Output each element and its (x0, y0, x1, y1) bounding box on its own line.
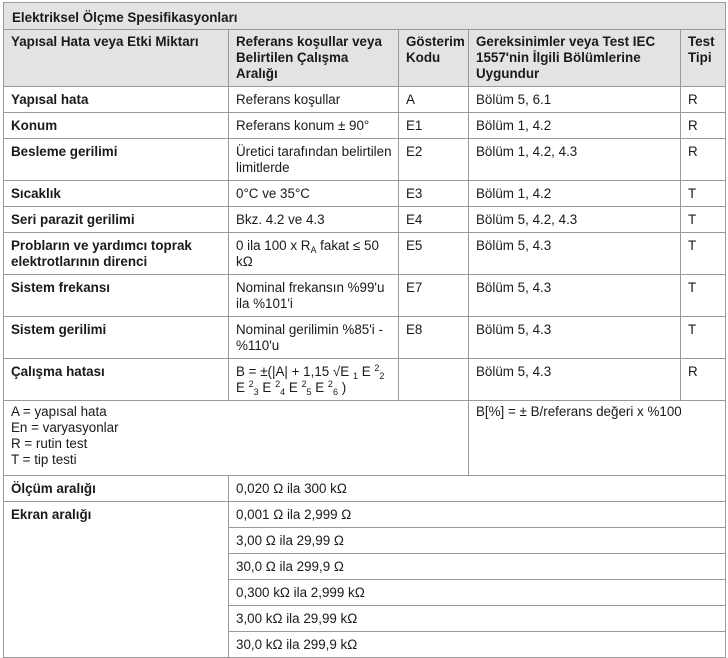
row-test-type: T (681, 317, 726, 359)
table-row (4, 87, 726, 113)
row-code: E4 (399, 207, 469, 233)
table-row (4, 139, 726, 181)
row-condition: Referans koşullar (229, 87, 399, 113)
display-range-row (4, 502, 726, 528)
legend-row (4, 401, 726, 476)
row-test-type: T (681, 275, 726, 317)
table-title: Elektriksel Ölçme Spesifikasyonları (4, 3, 726, 30)
legend-formula: B[%] = ± B/referans değeri x %100 (469, 401, 726, 476)
row-requirement: Bölüm 5, 4.3 (469, 359, 681, 401)
table-row (4, 317, 726, 359)
row-test-type: R (681, 113, 726, 139)
table-row (4, 233, 726, 275)
row-test-type: R (681, 87, 726, 113)
row-name: Probların ve yardımcı toprak elektrotlarının direnci (4, 233, 229, 275)
row-test-type: T (681, 181, 726, 207)
table-row (4, 275, 726, 317)
display-range-value: 0,300 kΩ ila 2,999 kΩ (229, 580, 726, 606)
row-code: A (399, 87, 469, 113)
measurement-range-label: Ölçüm aralığı (4, 476, 229, 502)
row-requirement: Bölüm 1, 4.2, 4.3 (469, 139, 681, 181)
header-reference-conditions: Referans koşullar veya Belirtilen Çalışma Aralığı (229, 30, 399, 87)
row-condition: Referans konum ± 90° (229, 113, 399, 139)
table-row (4, 181, 726, 207)
row-code: E1 (399, 113, 469, 139)
table-row (4, 359, 726, 401)
row-name: Sıcaklık (4, 181, 229, 207)
row-condition: 0°C ve 35°C (229, 181, 399, 207)
row-test-type: R (681, 139, 726, 181)
display-range-value: 3,00 Ω ila 29,99 Ω (229, 528, 726, 554)
measurement-range-value: 0,020 Ω ila 300 kΩ (229, 476, 726, 502)
row-requirement: Bölüm 1, 4.2 (469, 181, 681, 207)
header-test-type: Test Tipi (681, 30, 726, 87)
row-code: E5 (399, 233, 469, 275)
row-requirement: Bölüm 5, 4.3 (469, 233, 681, 275)
row-name: Seri parazit gerilimi (4, 207, 229, 233)
row-test-type: R (681, 359, 726, 401)
display-range-value: 0,001 Ω ila 2,999 Ω (229, 502, 726, 528)
row-code: E7 (399, 275, 469, 317)
row-code: E3 (399, 181, 469, 207)
display-range-label: Ekran aralığı (4, 502, 229, 658)
row-name: Sistem frekansı (4, 275, 229, 317)
measurement-range-row (4, 476, 726, 502)
row-code (399, 359, 469, 401)
legend-item: En = varyasyonlar (11, 420, 119, 435)
legend-item: T = tip testi (11, 452, 77, 467)
header-influence-quantity: Yapısal Hata veya Etki Miktarı (4, 30, 229, 87)
row-test-type: T (681, 207, 726, 233)
row-requirement: Bölüm 5, 4.3 (469, 317, 681, 359)
row-name: Çalışma hatası (4, 359, 229, 401)
row-name: Yapısal hata (4, 87, 229, 113)
legend-item: R = rutin test (11, 436, 88, 451)
row-requirement: Bölüm 1, 4.2 (469, 113, 681, 139)
display-range-value: 3,00 kΩ ila 29,99 kΩ (229, 606, 726, 632)
row-condition: Nominal gerilimin %85'i - %110'u (229, 317, 399, 359)
table-row (4, 113, 726, 139)
row-requirement: Bölüm 5, 4.2, 4.3 (469, 207, 681, 233)
row-code: E8 (399, 317, 469, 359)
row-requirement: Bölüm 5, 4.3 (469, 275, 681, 317)
header-code: Gösterim Kodu (399, 30, 469, 87)
row-name: Sistem gerilimi (4, 317, 229, 359)
row-name: Konum (4, 113, 229, 139)
row-condition-formula: B = ±(|A| + 1,15 √E $_1$ E $^2_2$ E $^2_3$ E $^2_4$ E $^2_5$ E $^2_6$ ) (229, 359, 399, 401)
table-row (4, 207, 726, 233)
display-range-value: 30,0 Ω ila 299,9 Ω (229, 554, 726, 580)
header-requirements: Gereksinimler veya Test IEC 1557'nin İlgili Bölümlerine Uygundur (469, 30, 681, 87)
row-condition: Bkz. 4.2 ve 4.3 (229, 207, 399, 233)
legend-item: A = yapısal hata (11, 404, 107, 419)
row-condition: Üretici tarafından belirtilen limitlerde (229, 139, 399, 181)
row-condition: 0 ila 100 x $R_A$ fakat ≤ 50 kΩ (229, 233, 399, 275)
row-code: E2 (399, 139, 469, 181)
row-test-type: T (681, 233, 726, 275)
row-condition: Nominal frekansın %99'u ila %101'i (229, 275, 399, 317)
display-range-value: 30,0 kΩ ila 299,9 kΩ (229, 632, 726, 658)
row-requirement: Bölüm 5, 6.1 (469, 87, 681, 113)
specifications-table (3, 2, 726, 658)
legend-list (4, 401, 469, 476)
row-name: Besleme gerilimi (4, 139, 229, 181)
